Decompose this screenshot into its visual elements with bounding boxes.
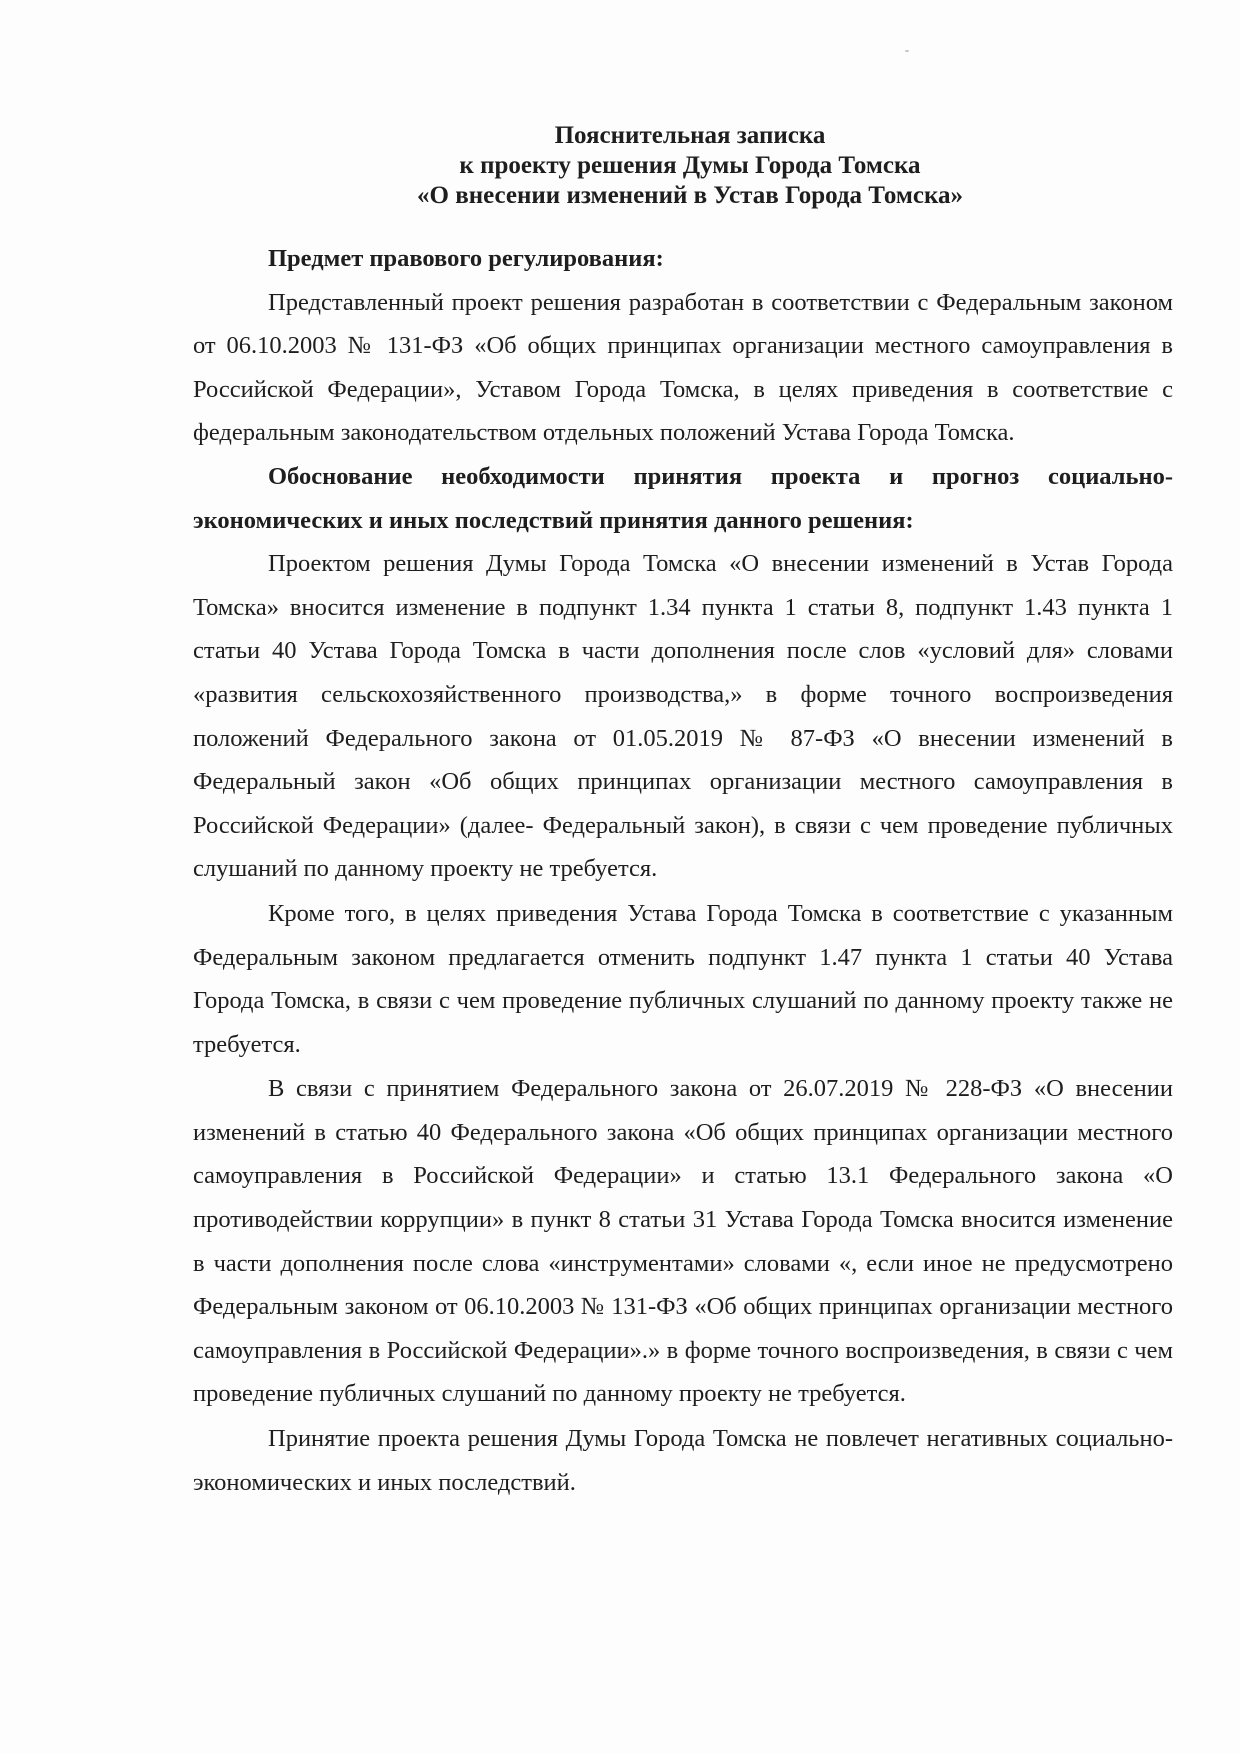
section-heading-subject: Предмет правового регулирования: <box>268 245 664 272</box>
paragraph-changes-3: В связи с принятием Федерального закона от 26.07.2019 № 228-ФЗ «О внесении изменений в статью 40 Федерального закона «Об общих принципах организации местного самоуправления в Российской Федерации» и статью 13.1 Федерального закона «О противодействии коррупции» в пункт 8 статьи 31 Устава Города Томска вносится изменение в части дополнения после слова «инструментами» словами «, если иное не предусмотрено Федеральным законом от 06.10.2003 № 131-ФЗ «Об общих принципах организации местного самоуправления в Российской Федерации».» в форме точного воспроизведения, в связи с чем проведение публичных слушаний по данному проекту не требуется. <box>193 1075 1173 1408</box>
scan-artifact <box>905 50 909 52</box>
document-header <box>150 121 1230 211</box>
paragraph-changes-1: Проектом решения Думы Города Томска «О внесении изменений в Устав Города Томска» вносится изменение в подпункт 1.34 пункта 1 статьи 8, подпункт 1.43 пункта 1 статьи 40 Устава Города Томска в части дополнения после слов «условий для» словами «развития сельскохозяйственного производства,» в форме точного воспроизведения положений Федерального закона от 01.05.2019 № 87-ФЗ «О внесении изменений в Федеральный закон «Об общих принципах организации местного самоуправления в Российской Федерации» (далее- Федеральный закон), в связи с чем проведение публичных слушаний по данному проекту не требуется. <box>193 550 1173 883</box>
document-body <box>193 237 1173 1504</box>
title-line-1: Пояснительная записка <box>554 122 826 149</box>
paragraph-changes-2: Кроме того, в целях приведения Устава Города Томска в соответствие с указанным Федеральным законом предлагается отменить подпункт 1.47 пункта 1 статьи 40 Устава Города Томска, в связи с чем проведение публичных слушаний по данному проекту также не требуется. <box>193 899 1173 1058</box>
paragraph-conclusion: Принятие проекта решения Думы Города Томска не повлечет негативных социально- экономических и иных последствий. <box>193 1425 1173 1496</box>
paragraph-subject: Представленный проект решения разработан в соответствии с Федеральным законом от 06.10.2003 № 131-ФЗ «Об общих принципах организации местного самоуправления в Российской Федерации», Уставом Города Томска, в целях приведения в соответствие с федеральным законодательством отдельных положений Устава Города Томска. <box>193 288 1173 447</box>
title-line-2: к проекту решения Думы Города Томска <box>459 152 921 179</box>
title-line-3: «О внесении изменений в Устав Города Томска» <box>417 182 963 209</box>
section-heading-justification: Обоснование необходимости принятия проекта и прогноз социально-экономических и иных последствий принятия данного решения: <box>193 462 1173 534</box>
